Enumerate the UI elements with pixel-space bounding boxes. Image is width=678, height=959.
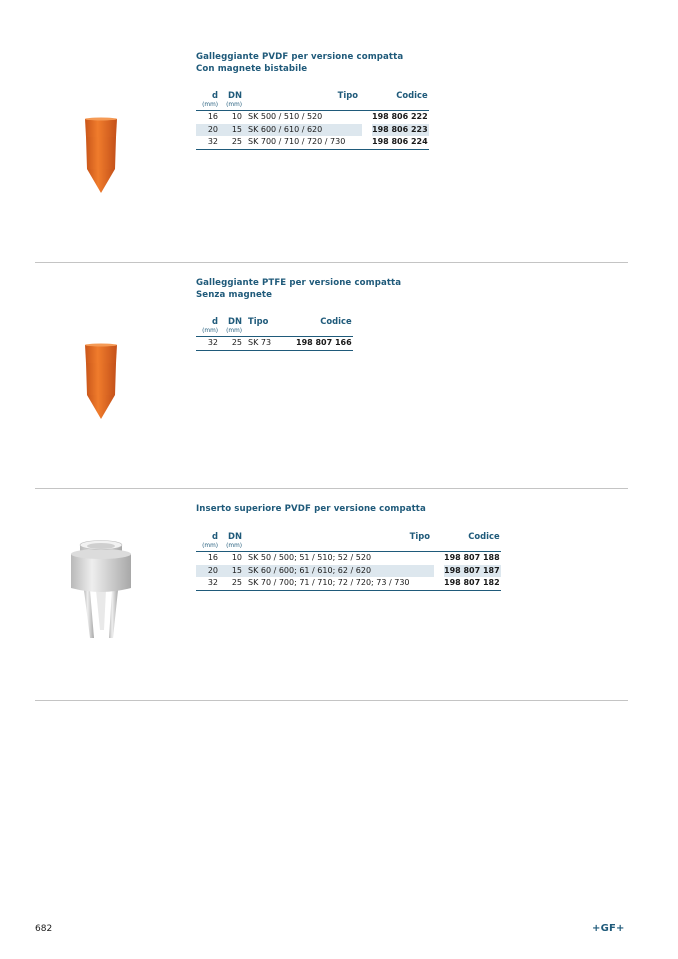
cell-codice: 198 807 166: [296, 337, 353, 351]
cell-codice: 198 807 188: [444, 553, 500, 563]
section-1-table: [196, 88, 429, 150]
header-dn: DN: [228, 90, 242, 100]
pvdf-insert-image: [68, 540, 134, 642]
cell-tipo: SK 60 / 600; 61 / 610; 62 / 620: [246, 565, 434, 578]
section-divider: [35, 700, 628, 701]
cell-codice: 198 806 223: [372, 124, 429, 137]
section-2-title-line1: Galleggiante PTFE per versione compatta: [196, 278, 402, 288]
cell-dn: 15: [218, 565, 246, 578]
cell-tipo: SK 600 / 610 / 620: [246, 124, 362, 137]
cell-tipo: SK 70 / 700; 71 / 710; 72 / 720; 73 / 730: [246, 577, 434, 590]
cell-dn: 25: [218, 136, 246, 149]
ptfe-float-image: [82, 343, 120, 421]
header-codice: Codice: [396, 90, 428, 100]
table-row: [196, 552, 501, 565]
cell-codice: 198 806 224: [372, 136, 429, 149]
header-tipo: Tipo: [248, 316, 269, 326]
cell-codice: 198 806 222: [372, 112, 428, 122]
table-row: [196, 124, 429, 137]
header-d: d: [212, 531, 218, 541]
cell-d: 32: [196, 337, 218, 351]
cell-dn: 25: [218, 337, 246, 351]
section-2-title: [196, 278, 401, 301]
cell-tipo: SK 500 / 510 / 520: [248, 112, 323, 122]
header-d: d: [212, 316, 218, 326]
header-codice: Codice: [320, 316, 352, 326]
header-dn: DN: [228, 316, 242, 326]
section-1-title-line2: Con magnete bistabile: [196, 63, 308, 74]
header-d: d: [212, 90, 218, 100]
unit-dn: (mm): [218, 101, 246, 111]
cell-d: 16: [207, 553, 218, 563]
cell-codice: 198 807 182: [444, 577, 501, 590]
section-divider: [35, 488, 628, 489]
table-row: [196, 577, 501, 590]
header-dn: DN: [228, 531, 242, 541]
section-1-title: [196, 52, 403, 75]
section-3-table: [196, 529, 501, 591]
cell-dn: 15: [218, 124, 246, 137]
cell-dn: 25: [218, 577, 246, 590]
section-1-title-line1: Galleggiante PVDF per versione compatta: [196, 52, 404, 62]
unit-d: (mm): [196, 101, 218, 111]
cell-d: 32: [196, 577, 218, 590]
cell-tipo: SK 700 / 710 / 720 / 730: [246, 136, 362, 149]
gf-logo: +GF+: [592, 923, 625, 934]
cell-dn: 10: [231, 553, 242, 563]
cell-d: 32: [196, 136, 218, 149]
unit-d: (mm): [196, 327, 218, 337]
pvdf-float-image: [82, 117, 120, 195]
table-row: [196, 136, 429, 149]
cell-d: 20: [196, 124, 218, 137]
section-2-table: [196, 314, 353, 351]
table-row: [196, 337, 353, 351]
page-number: 682: [35, 924, 53, 934]
header-tipo: Tipo: [337, 90, 358, 100]
cell-d: 20: [196, 565, 218, 578]
section-divider: [35, 262, 628, 263]
cell-dn: 10: [231, 112, 242, 122]
table-row: [196, 111, 429, 124]
cell-tipo: SK 50 / 500; 51 / 510; 52 / 520: [248, 553, 372, 563]
section-3-title: [196, 504, 426, 516]
unit-dn: (mm): [218, 327, 246, 337]
unit-dn: (mm): [218, 542, 246, 552]
section-2-title-line2: Senza magnete: [196, 289, 273, 300]
cell-d: 16: [207, 112, 218, 122]
cell-codice: 198 807 187: [444, 565, 501, 578]
section-3-title-line1: Inserto superiore PVDF per versione compatta: [196, 504, 426, 514]
unit-d: (mm): [196, 542, 218, 552]
cell-tipo: SK 73: [246, 337, 286, 351]
header-tipo: Tipo: [409, 531, 430, 541]
table-row: [196, 565, 501, 578]
header-codice: Codice: [468, 531, 500, 541]
